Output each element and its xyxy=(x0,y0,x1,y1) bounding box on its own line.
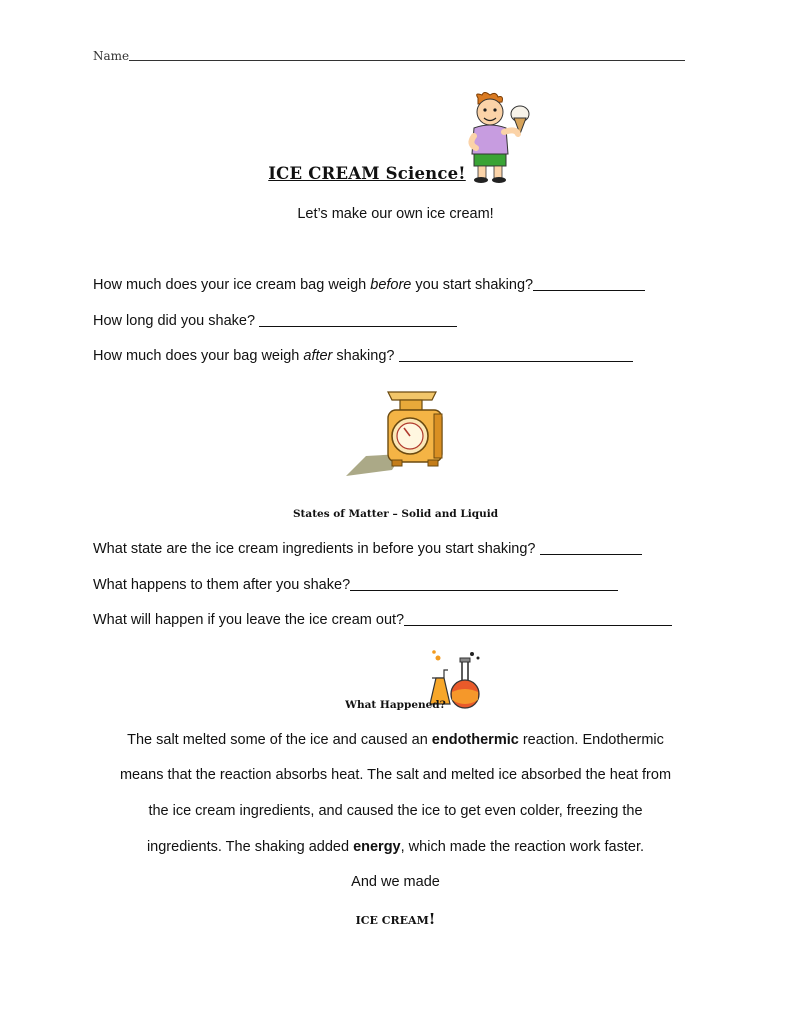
answer-blank[interactable] xyxy=(404,612,672,626)
question-shake-duration: How long did you shake? xyxy=(93,313,457,329)
page-title: ICE CREAM Science! xyxy=(268,164,466,183)
name-field[interactable] xyxy=(93,48,685,63)
answer-blank[interactable] xyxy=(259,313,457,327)
paragraph-line-2: means that the reaction absorbs heat. The salt and melted ice absorbed the heat from xyxy=(119,767,672,783)
kitchen-scale-icon xyxy=(344,386,448,480)
section-heading-what-happened: What Happened? xyxy=(345,699,446,711)
answer-blank[interactable] xyxy=(350,577,618,591)
paragraph-line-1: The salt melted some of the ice and caused an endothermic reaction. Endothermic xyxy=(127,732,664,748)
section-heading-states: States of Matter – Solid and Liquid xyxy=(292,508,499,520)
question-ingredient-state: What state are the ice cream ingredients in before you start shaking? xyxy=(93,541,642,557)
question-weight-after: How much does your bag weigh after shaking? xyxy=(93,348,633,364)
paragraph-line-5: And we made xyxy=(351,874,440,890)
term-energy: energy xyxy=(353,839,401,855)
answer-blank[interactable] xyxy=(533,277,645,291)
question-after-shake: What happens to them after you shake? xyxy=(93,577,618,593)
subtitle: Let’s make our own ice cream! xyxy=(297,206,494,222)
paragraph-line-3: the ice cream ingredients, and caused the ice to get even colder, freezing the xyxy=(148,803,643,819)
question-weight-before: How much does your ice cream bag weigh before you start shaking? xyxy=(93,277,645,293)
name-blank[interactable] xyxy=(129,48,685,61)
answer-blank[interactable] xyxy=(399,348,633,362)
paragraph-line-4: ingredients. The shaking added energy, which made the reaction work faster. xyxy=(146,839,645,855)
question-left-out: What will happen if you leave the ice cream out? xyxy=(93,612,672,628)
answer-blank[interactable] xyxy=(540,541,642,555)
name-label: Name xyxy=(93,49,130,63)
closing-text: ICE CREAM! xyxy=(355,910,436,928)
term-endothermic: endothermic xyxy=(431,732,519,748)
